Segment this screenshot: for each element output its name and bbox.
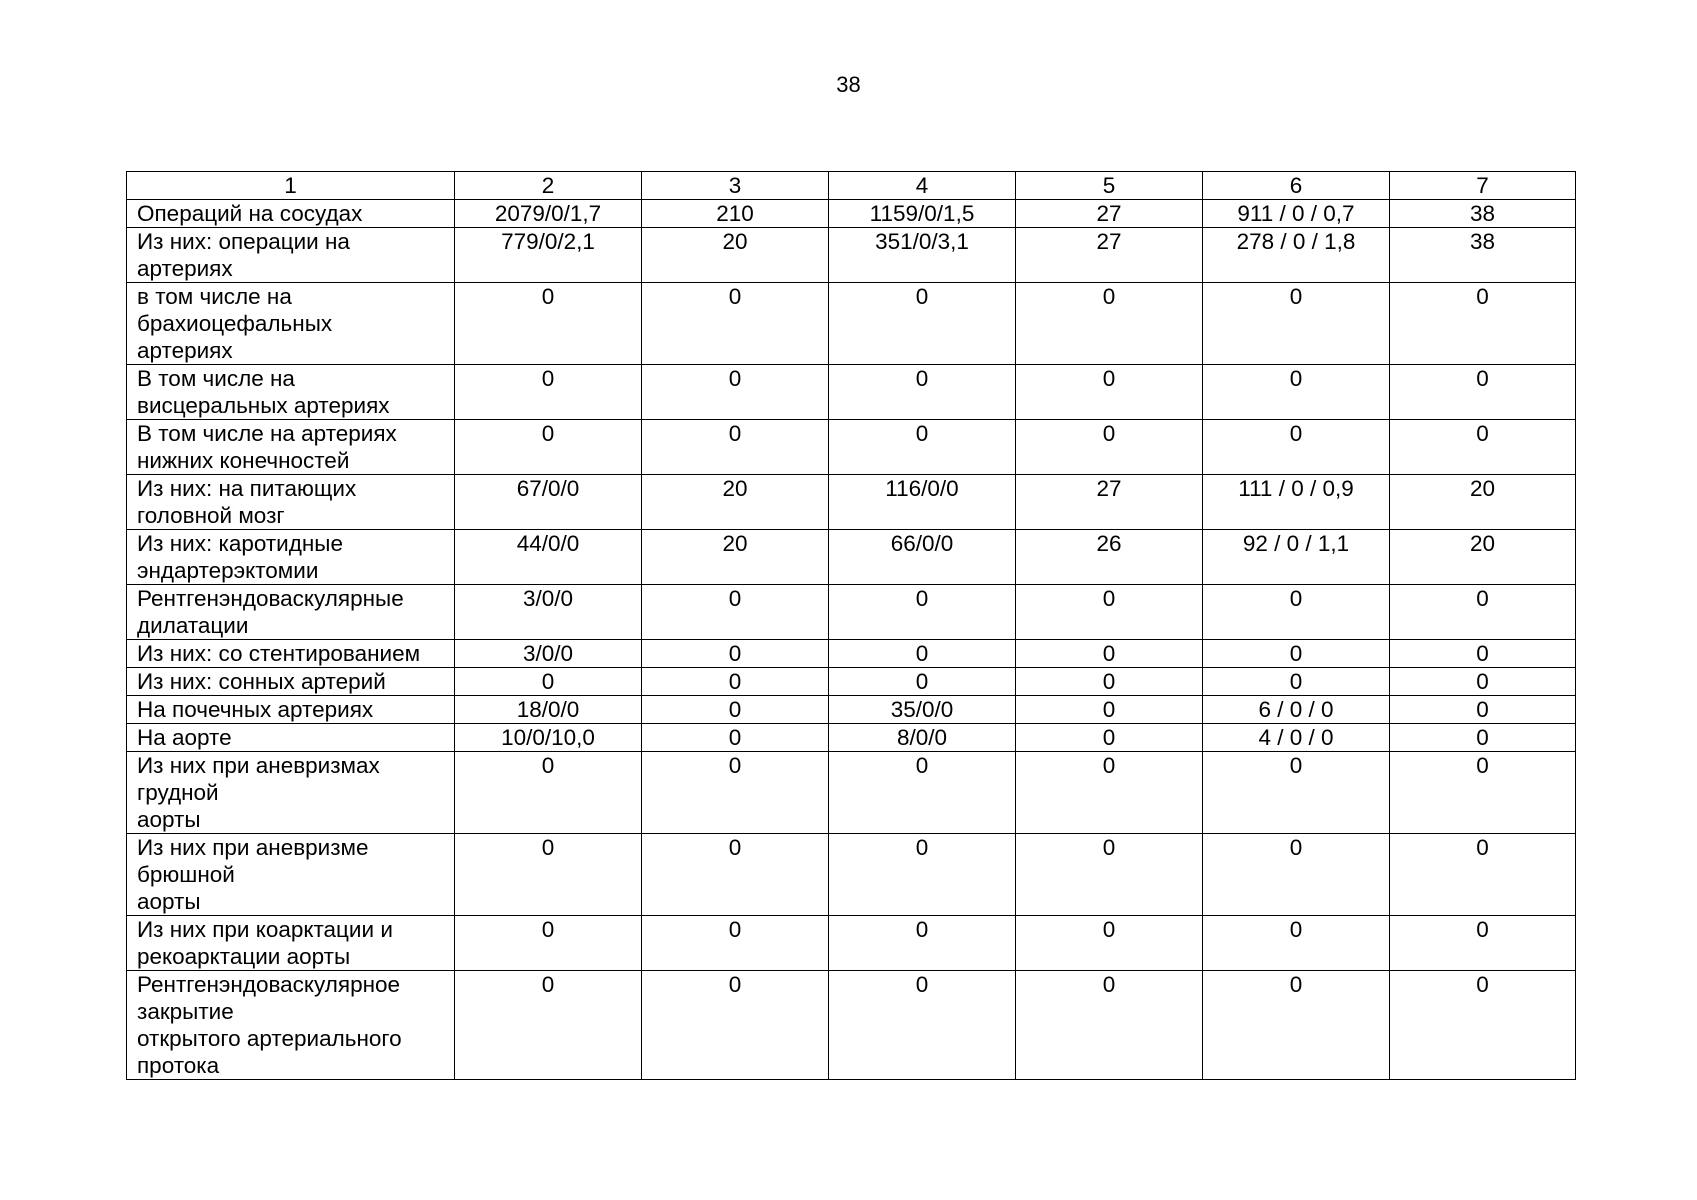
- table-cell: 66/0/0: [829, 530, 1016, 585]
- table-cell: 0: [829, 420, 1016, 475]
- table-cell: 0: [1016, 916, 1203, 971]
- table-cell: 0: [1016, 971, 1203, 1080]
- row-label: На почечных артериях: [127, 696, 455, 724]
- table-cell: 0: [642, 971, 829, 1080]
- table-row: [127, 585, 1576, 640]
- table-cell: 0: [455, 668, 642, 696]
- table-cell: 0: [1016, 420, 1203, 475]
- table-cell: 0: [642, 420, 829, 475]
- column-number: 7: [1390, 172, 1576, 200]
- table-cell: 0: [829, 640, 1016, 668]
- table-cell: 44/0/0: [455, 530, 642, 585]
- table-cell: 6 / 0 / 0: [1203, 696, 1390, 724]
- table-cell: 2079/0/1,7: [455, 200, 642, 228]
- table-cell: 0: [1390, 365, 1576, 420]
- table-cell: 92 / 0 / 1,1: [1203, 530, 1390, 585]
- table-cell: 0: [1016, 752, 1203, 834]
- row-label: Из них: со стентированием: [127, 640, 455, 668]
- table-row: [127, 200, 1576, 228]
- table-cell: 0: [1390, 585, 1576, 640]
- table-row: [127, 283, 1576, 365]
- table-cell: 0: [1390, 420, 1576, 475]
- row-label: Из них при аневризмах грудной аорты: [127, 752, 455, 834]
- table-cell: 0: [1016, 365, 1203, 420]
- table-cell: 0: [1390, 696, 1576, 724]
- column-number: 4: [829, 172, 1016, 200]
- table-header-row: [127, 172, 1576, 200]
- table-cell: 779/0/2,1: [455, 228, 642, 283]
- table-cell: 0: [642, 365, 829, 420]
- table-row: [127, 916, 1576, 971]
- table-cell: 0: [829, 971, 1016, 1080]
- table-cell: 20: [642, 228, 829, 283]
- table-cell: 0: [1390, 916, 1576, 971]
- column-number: 6: [1203, 172, 1390, 200]
- table-row: [127, 834, 1576, 916]
- page-number: 38: [836, 72, 861, 97]
- table-cell: 0: [455, 365, 642, 420]
- table-row: [127, 530, 1576, 585]
- table-cell: 38: [1390, 200, 1576, 228]
- table-cell: 0: [1203, 752, 1390, 834]
- table-cell: 911 / 0 / 0,7: [1203, 200, 1390, 228]
- table-row: [127, 696, 1576, 724]
- table-cell: 0: [455, 971, 642, 1080]
- table-cell: 0: [829, 916, 1016, 971]
- row-label: Рентгенэндоваскулярные дилатации: [127, 585, 455, 640]
- table-cell: 10/0/10,0: [455, 724, 642, 752]
- table-cell: 0: [642, 916, 829, 971]
- table-cell: 0: [1390, 283, 1576, 365]
- row-label: в том числе на брахиоцефальных артериях: [127, 283, 455, 365]
- table-row: [127, 365, 1576, 420]
- table-cell: 1159/0/1,5: [829, 200, 1016, 228]
- table-cell: 67/0/0: [455, 475, 642, 530]
- table-row: [127, 668, 1576, 696]
- table-cell: 0: [1390, 752, 1576, 834]
- table-cell: 210: [642, 200, 829, 228]
- table-cell: 0: [642, 724, 829, 752]
- table-cell: 27: [1016, 475, 1203, 530]
- table-cell: 3/0/0: [455, 585, 642, 640]
- row-label: Из них при аневризме брюшной аорты: [127, 834, 455, 916]
- table-cell: 0: [829, 834, 1016, 916]
- table-cell: 116/0/0: [829, 475, 1016, 530]
- table-cell: 0: [642, 834, 829, 916]
- row-label: Рентгенэндоваскулярное закрытие открытого артериального протока: [127, 971, 455, 1080]
- table-cell: 0: [1203, 971, 1390, 1080]
- table-cell: 278 / 0 / 1,8: [1203, 228, 1390, 283]
- table-cell: 27: [1016, 228, 1203, 283]
- table-cell: 0: [1016, 585, 1203, 640]
- table-cell: 0: [1203, 365, 1390, 420]
- table-cell: 0: [1203, 834, 1390, 916]
- table-cell: 0: [1016, 283, 1203, 365]
- table-body: [127, 172, 1576, 1080]
- column-number: 1: [127, 172, 455, 200]
- column-number: 2: [455, 172, 642, 200]
- table-cell: 0: [642, 752, 829, 834]
- column-number: 3: [642, 172, 829, 200]
- table-cell: 20: [642, 475, 829, 530]
- table-row: [127, 228, 1576, 283]
- table-cell: 0: [455, 283, 642, 365]
- table-cell: 20: [642, 530, 829, 585]
- table-cell: 0: [455, 420, 642, 475]
- operations-table: [126, 171, 1576, 1080]
- row-label: Операций на сосудах: [127, 200, 455, 228]
- table-cell: 0: [1203, 916, 1390, 971]
- row-label: Из них при коарктации и рекоарктации аорты: [127, 916, 455, 971]
- table-row: [127, 752, 1576, 834]
- table-cell: 0: [455, 834, 642, 916]
- table-cell: 0: [1390, 640, 1576, 668]
- table-cell: 0: [1203, 668, 1390, 696]
- table-cell: 0: [829, 585, 1016, 640]
- row-label: Из них: операции на артериях: [127, 228, 455, 283]
- row-label: Из них: на питающих головной мозг: [127, 475, 455, 530]
- row-label: На аорте: [127, 724, 455, 752]
- table-cell: 0: [1016, 834, 1203, 916]
- table-cell: 0: [642, 283, 829, 365]
- table-row: [127, 971, 1576, 1080]
- table-cell: 35/0/0: [829, 696, 1016, 724]
- table-cell: 8/0/0: [829, 724, 1016, 752]
- table-cell: 0: [642, 585, 829, 640]
- table-cell: 20: [1390, 530, 1576, 585]
- table-cell: 0: [642, 640, 829, 668]
- table-cell: 0: [1203, 420, 1390, 475]
- table-cell: 0: [1203, 283, 1390, 365]
- table-cell: 0: [1016, 640, 1203, 668]
- table-cell: 0: [642, 696, 829, 724]
- table-cell: 0: [455, 752, 642, 834]
- table-row: [127, 640, 1576, 668]
- table-cell: 0: [1203, 640, 1390, 668]
- table-cell: 20: [1390, 475, 1576, 530]
- table-cell: 0: [829, 668, 1016, 696]
- row-label: В том числе на висцеральных артериях: [127, 365, 455, 420]
- table-cell: 0: [829, 752, 1016, 834]
- table-row: [127, 475, 1576, 530]
- table-cell: 18/0/0: [455, 696, 642, 724]
- table-cell: 0: [1390, 834, 1576, 916]
- column-number: 5: [1016, 172, 1203, 200]
- table-cell: 0: [829, 365, 1016, 420]
- table-cell: 0: [642, 668, 829, 696]
- table-cell: 0: [1016, 724, 1203, 752]
- row-label: В том числе на артериях нижних конечностей: [127, 420, 455, 475]
- table-cell: 4 / 0 / 0: [1203, 724, 1390, 752]
- table-cell: 351/0/3,1: [829, 228, 1016, 283]
- table-row: [127, 724, 1576, 752]
- table-cell: 27: [1016, 200, 1203, 228]
- table-cell: 0: [1203, 585, 1390, 640]
- table-cell: 0: [1016, 668, 1203, 696]
- table-cell: 111 / 0 / 0,9: [1203, 475, 1390, 530]
- table-cell: 38: [1390, 228, 1576, 283]
- table-cell: 0: [455, 916, 642, 971]
- table-cell: 0: [1390, 668, 1576, 696]
- table-row: [127, 420, 1576, 475]
- row-label: Из них: сонных артерий: [127, 668, 455, 696]
- table-cell: 0: [1390, 724, 1576, 752]
- table-cell: 0: [1390, 971, 1576, 1080]
- table-cell: 26: [1016, 530, 1203, 585]
- row-label: Из них: каротидные эндартерэктомии: [127, 530, 455, 585]
- table-cell: 0: [829, 283, 1016, 365]
- table-cell: 0: [1016, 696, 1203, 724]
- table-cell: 3/0/0: [455, 640, 642, 668]
